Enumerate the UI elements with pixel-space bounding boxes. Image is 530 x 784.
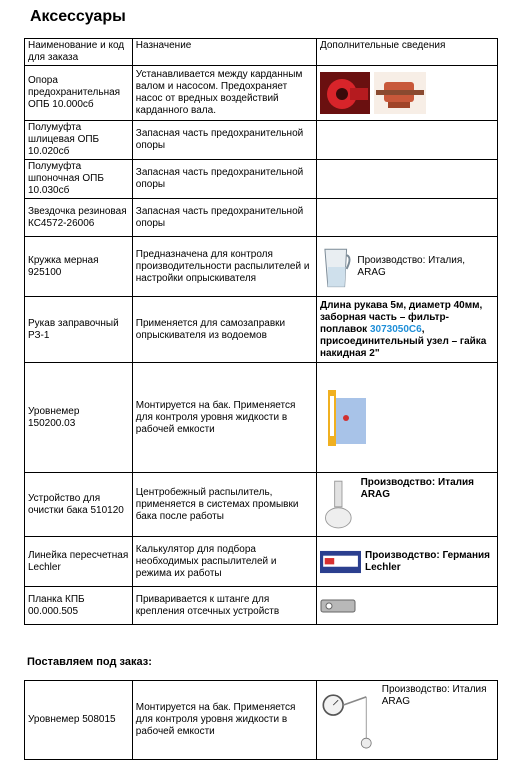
row-purpose: Запасная часть предохранительной опоры bbox=[132, 199, 316, 237]
hose-spec-text-end: , присоединительный узел – гайка накидная 2" bbox=[319, 323, 487, 359]
support-bearing-photo bbox=[320, 72, 370, 114]
table-row bbox=[25, 473, 498, 537]
hose-spec-text: Длина рукава 5м, диаметр 40мм, заборная часть – фильтр-поплавок bbox=[319, 299, 483, 335]
row-extra bbox=[316, 297, 497, 363]
row-purpose: Запасная часть предохранительной опоры bbox=[132, 121, 316, 160]
row-extra bbox=[316, 160, 497, 199]
table-row bbox=[25, 297, 498, 363]
row-name: Полумуфта шлицевая ОПБ 10.020сб bbox=[25, 121, 133, 160]
table-row bbox=[25, 537, 498, 587]
header-extra: Дополнительные сведения bbox=[316, 39, 497, 66]
row-purpose: Запасная часть предохранительной опоры bbox=[132, 160, 316, 199]
row-name: Уровнемер 150200.03 bbox=[25, 363, 133, 473]
row-name: Опора предохранительная ОПБ 10.000сб bbox=[25, 66, 133, 121]
table-row bbox=[25, 121, 498, 160]
row-name: Звездочка резиновая КС4572-26006 bbox=[25, 199, 133, 237]
row-name: Устройство для очистки бака 510120 bbox=[25, 473, 133, 537]
table-row bbox=[25, 363, 498, 473]
mounting-plate-photo bbox=[320, 597, 356, 615]
level-gauge-photo bbox=[320, 388, 370, 448]
filter-float-link[interactable]: 3073050С6 bbox=[369, 323, 422, 335]
row-extra bbox=[316, 473, 497, 537]
row-purpose: Центробежный распылитель, применяется в системах промывки бака после работы bbox=[132, 473, 316, 537]
support-bearing-photo-2 bbox=[374, 72, 426, 114]
accessories-table bbox=[24, 38, 498, 625]
row-extra-text: Производство: Италия, ARAG bbox=[357, 254, 466, 278]
row-purpose: Приваривается к штанге для крепления отсечных устройств bbox=[132, 587, 316, 625]
table-row bbox=[25, 237, 498, 297]
row-name: Планка КПБ 00.000.505 bbox=[25, 587, 133, 625]
tank-cleaning-nozzle-photo bbox=[320, 477, 357, 533]
row-extra bbox=[316, 66, 497, 121]
row-purpose: Монтируется на бак. Применяется для контроля уровня жидкости в рабочей емкости bbox=[132, 681, 316, 760]
lechler-calculator-photo bbox=[320, 548, 361, 576]
float-level-gauge-photo bbox=[320, 684, 378, 756]
row-purpose: Калькулятор для подбора необходимых распылителей и режима их работы bbox=[132, 537, 316, 587]
row-purpose: Предназначена для контроля производительности распылителей и настройки опрыскивателя bbox=[132, 237, 316, 297]
table-row bbox=[25, 160, 498, 199]
row-extra-text: Производство: Италия ARAG bbox=[381, 684, 487, 707]
table-row bbox=[25, 681, 498, 760]
row-extra bbox=[316, 681, 497, 760]
row-extra bbox=[316, 121, 497, 160]
row-name: Кружка мерная 925100 bbox=[25, 237, 133, 297]
row-name: Уровнемер 508015 bbox=[25, 681, 133, 760]
row-extra bbox=[316, 537, 497, 587]
row-extra bbox=[316, 363, 497, 473]
row-purpose: Устанавливается между карданным валом и насосом. Предохраняет насос от вредных воздействий карданного вала. bbox=[132, 66, 316, 121]
row-extra bbox=[316, 199, 497, 237]
table-row bbox=[25, 199, 498, 237]
measuring-cup-photo bbox=[320, 245, 353, 289]
row-name: Полумуфта шпоночная ОПБ 10.030сб bbox=[25, 160, 133, 199]
table-row bbox=[25, 587, 498, 625]
row-purpose: Монтируется на бак. Применяется для контроля уровня жидкости в рабочей емкости bbox=[132, 363, 316, 473]
header-purpose: Назначение bbox=[132, 39, 316, 66]
row-extra bbox=[316, 237, 497, 297]
order-section-title: Поставляем под заказ: bbox=[27, 656, 152, 668]
row-extra bbox=[316, 587, 497, 625]
table-header-row bbox=[25, 39, 498, 66]
order-table bbox=[24, 680, 498, 760]
page-title: Аксессуары bbox=[30, 8, 126, 25]
table-row bbox=[25, 66, 498, 121]
row-extra-text: Производство: Италия ARAG bbox=[360, 476, 474, 500]
header-name: Наименование и код для заказа bbox=[25, 39, 133, 66]
row-name: Линейка пересчетная Lechler bbox=[25, 537, 133, 587]
row-name: Рукав заправочный РЗ-1 bbox=[25, 297, 133, 363]
row-extra-text: Производство: Германия Lechler bbox=[365, 549, 490, 573]
row-purpose: Применяется для самозаправки опрыскивателя из водоемов bbox=[132, 297, 316, 363]
